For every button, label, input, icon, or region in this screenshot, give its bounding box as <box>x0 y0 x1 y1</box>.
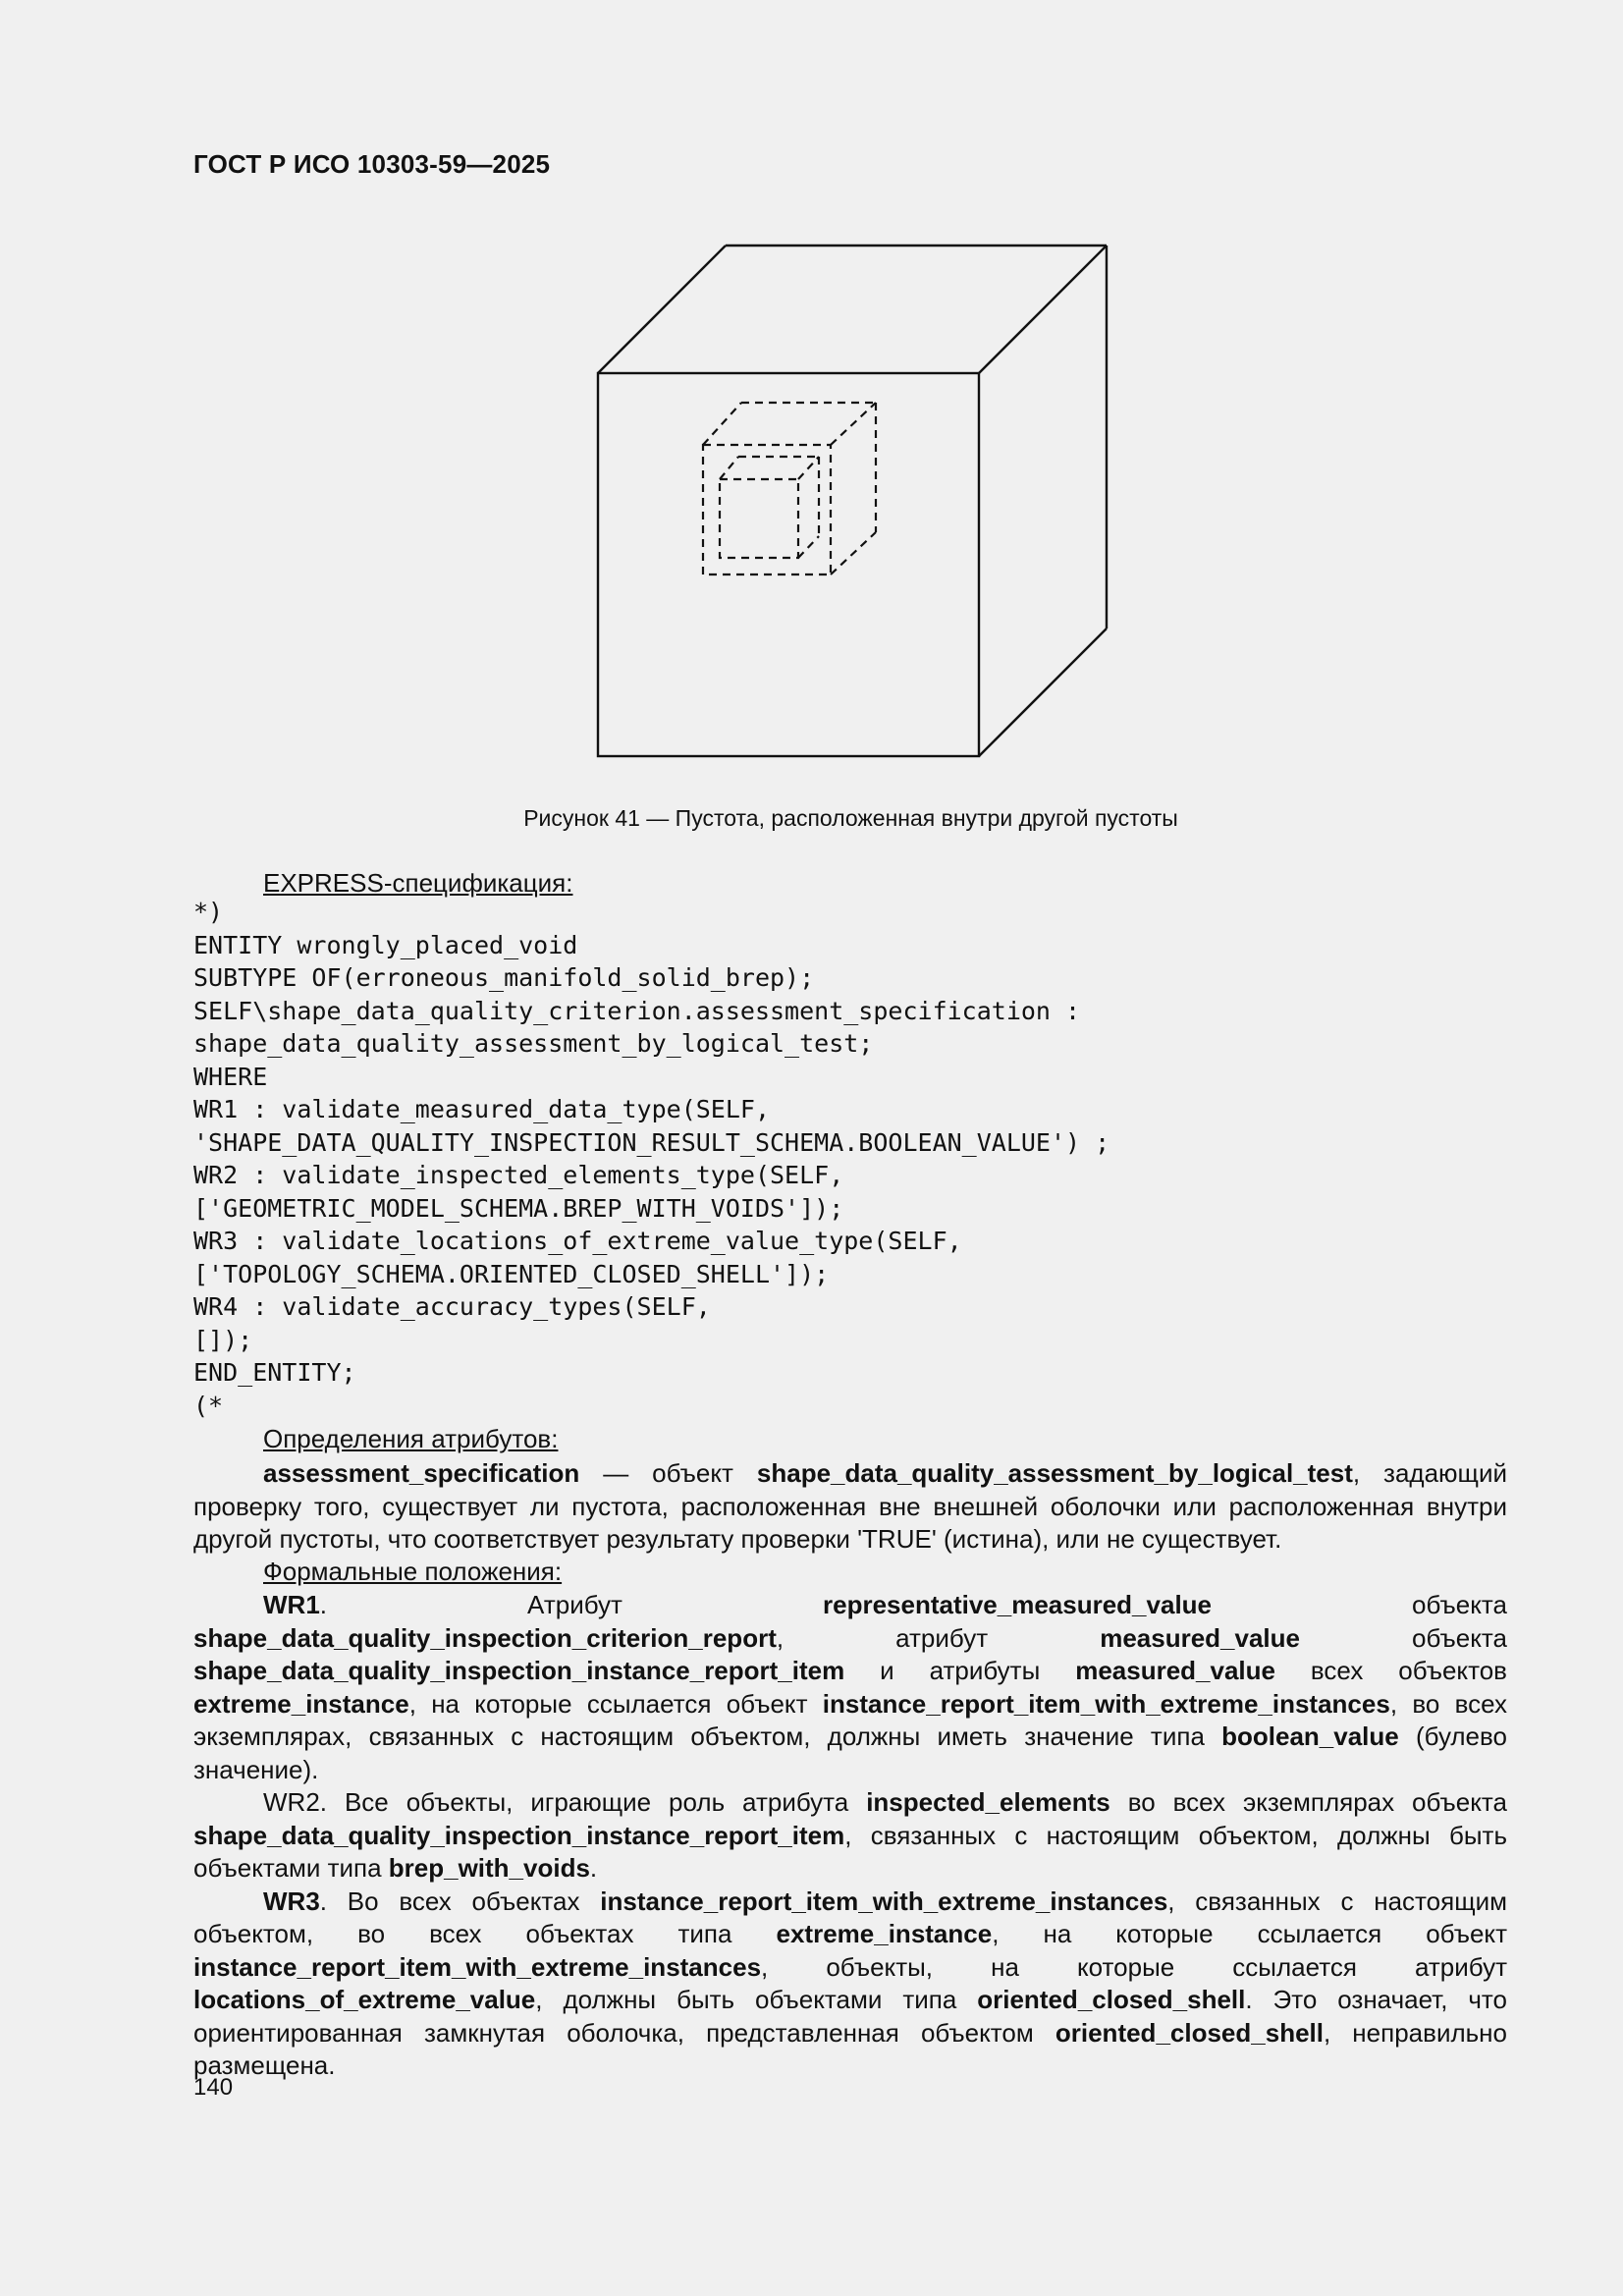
code-line: ['TOPOLOGY_SCHEMA.ORIENTED_CLOSED_SHELL']); <box>193 1259 830 1288</box>
code-line: shape_data_quality_assessment_by_logical_test; <box>193 1029 874 1058</box>
attribute-definition <box>193 1457 1507 1557</box>
code-line: WR3 : validate_locations_of_extreme_value_type(SELF, <box>193 1227 962 1255</box>
code-line: WR2 : validate_inspected_elements_type(SELF, <box>193 1161 844 1189</box>
code-line: []); <box>193 1325 253 1354</box>
rule-wr1: WR1. Атрибут representative_measured_value объекта shape_data_quality_inspection_criterion_report, атрибут measured_value объекта shape_data_quality_inspection_instance_report_item и атрибуты measured_value всех объектов extreme_instance, на которые ссылается объект instance_report_item_with_extreme_instances, во всех экземплярах, связанных с настоящим объектом, должны иметь значение типа boolean_value (булево значение). <box>193 1590 1508 1784</box>
figure-caption: Рисунок 41 — Пустота, расположенная внутри другой пустоты <box>523 805 1178 831</box>
rule-wr2: WR2. Все объекты, играющие роль атрибута inspected_elements во всех экземплярах объекта shape_data_quality_inspection_instance_report_item, связанных с настоящим объектом, должны быть объектами типа brep_with_voids. <box>193 1787 1507 1883</box>
attribute-paragraph: assessment_specification — объект shape_data_quality_assessment_by_logical_test, задающий проверку того, существует ли пустота, расположенная вне внешней оболочки или расположенная внутри другой пустоты, что соответствует результату проверки 'TRUE' (истина), или не существует. <box>193 1458 1507 1554</box>
code-line: WR4 : validate_accuracy_types(SELF, <box>193 1292 711 1321</box>
cube-icon <box>569 226 1139 776</box>
page-number: 140 <box>193 2074 234 2101</box>
document-header: ГОСТ Р ИСО 10303-59—2025 <box>193 149 551 179</box>
code-line: END_ENTITY; <box>193 1358 356 1387</box>
code-line: (* <box>193 1391 224 1420</box>
code-line: *) <box>193 898 224 926</box>
rule-wr3: WR3. Во всех объектах instance_report_item_with_extreme_instances, связанных с настоящим объектом, во всех объектах типа extreme_instance, на которые ссылается объект instance_report_item_with_extreme_instances, объекты, на которые ссылается атрибут locations_of_extreme_value, должны быть объектами типа oriented_closed_shell. Это означает, что ориентированная замкнутая оболочка, представленная объектом oriented_closed_shell, неправильно размещена. <box>193 1886 1507 2080</box>
express-section-title: EXPRESS-спецификация: <box>263 868 573 898</box>
code-line: ['GEOMETRIC_MODEL_SCHEMA.BREP_WITH_VOIDS']); <box>193 1193 844 1223</box>
code-line: SUBTYPE OF(erroneous_manifold_solid_brep); <box>193 963 815 992</box>
formal-rules <box>193 1589 1507 2083</box>
code-line: ENTITY wrongly_placed_void <box>193 930 578 959</box>
code-line: WR1 : validate_measured_data_type(SELF, <box>193 1095 770 1123</box>
code-line: SELF\shape_data_quality_criterion.assessment_specification : <box>193 996 1081 1025</box>
code-line: 'SHAPE_DATA_QUALITY_INSPECTION_RESULT_SCHEMA.BOOLEAN_VALUE') ; <box>193 1127 1110 1157</box>
attributes-section-title: Определения атрибутов: <box>263 1424 559 1453</box>
code-line: WHERE <box>193 1062 268 1091</box>
figure-cube-with-nested-voids <box>569 226 1139 776</box>
formal-section-title: Формальные положения: <box>263 1557 563 1586</box>
express-code-block <box>193 896 1109 1422</box>
